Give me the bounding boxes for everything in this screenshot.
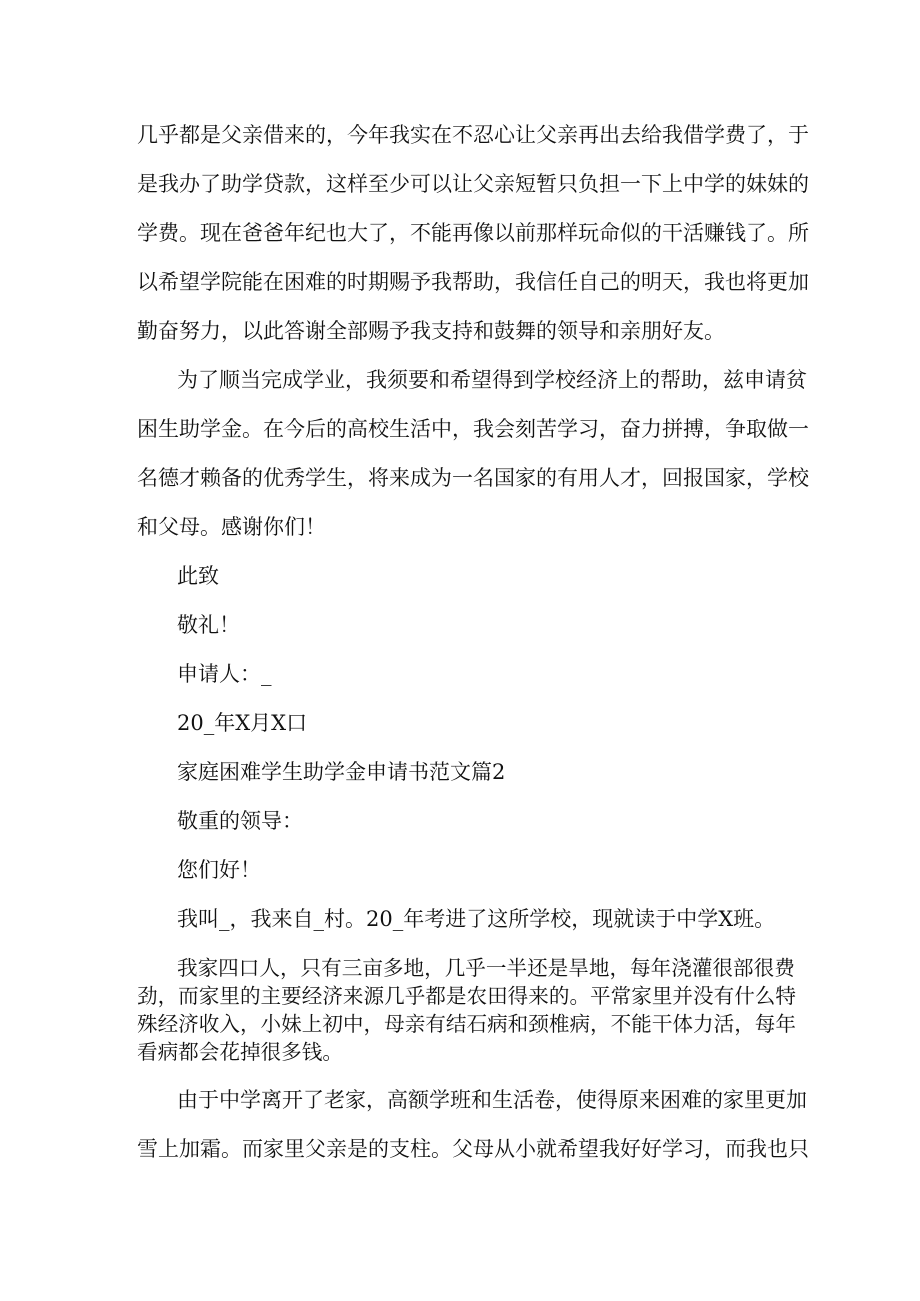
intro-line: 我叫_，我来自_村。20_年考进了这所学校，现就读于中学X班。	[177, 907, 776, 931]
closing-cizhi: 此致	[177, 564, 219, 588]
section-title: 家庭困难学生助学金申请书范文篇2	[177, 760, 506, 784]
paragraph-2-line-2: 困生助学金。在今后的高校生活中，我会刻苦学习，奋力拼搏，争取做一	[137, 417, 809, 441]
greeting: 您们好！	[177, 858, 261, 882]
paragraph-4-line-2: 雪上加霜。而家里父亲是的支柱。父母从小就希望我好好学习，而我也只	[137, 1137, 809, 1161]
paragraph-3-line-1: 我家四口人，只有三亩多地，几乎一半还是旱地，每年浇灌很部很费	[177, 956, 795, 980]
paragraph-3-line-4: 看病都会花掉很多钱。	[137, 1040, 343, 1064]
paragraph-1-line-1: 几乎都是父亲借来的，今年我实在不忍心让父亲再出去给我借学费了，于	[137, 123, 809, 147]
paragraph-1-line-5: 勤奋努力，以此答谢全部赐予我支持和鼓舞的领导和亲朋好友。	[137, 319, 725, 343]
salutation: 敬重的领导：	[177, 809, 303, 833]
paragraph-2-line-1: 为了顺当完成学业，我须要和希望得到学校经济上的帮助，兹申请贫	[177, 368, 807, 392]
date-line: 20_年X月X口	[177, 711, 308, 735]
paragraph-3-line-3: 殊经济收入，小妹上初中，母亲有结石病和颈椎病，不能干体力活，每年	[137, 1012, 796, 1036]
paragraph-1-line-4: 以希望学院能在困难的时期赐予我帮助，我信任自己的明天，我也将更加	[137, 270, 809, 294]
paragraph-2-line-4: 和父母。感谢你们！	[137, 515, 326, 539]
paragraph-3-line-2: 劲，而家里的主要经济来源几乎都是农田得来的。平常家里并没有什么特	[137, 984, 796, 1008]
closing-jingli: 敬礼！	[177, 613, 240, 637]
applicant-line: 申请人：_	[177, 662, 272, 686]
paragraph-1-line-2: 是我办了助学贷款，这样至少可以让父亲短暂只负担一下上中学的妹妹的	[137, 172, 809, 196]
paragraph-4-line-1: 由于中学离开了老家，高额学班和生活卷，使得原来困难的家里更加	[177, 1088, 807, 1112]
paragraph-2-line-3: 名德才赖备的优秀学生，将来成为一名国家的有用人才，回报国家，学校	[137, 466, 809, 490]
paragraph-1-line-3: 学费。现在爸爸年纪也大了，不能再像以前那样玩命似的干活赚钱了。所	[137, 221, 809, 245]
